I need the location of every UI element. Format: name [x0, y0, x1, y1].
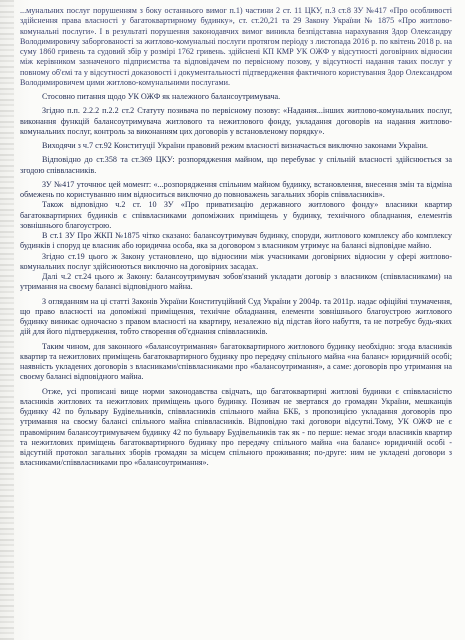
paragraph-7: Також відповідно ч.2 ст. 10 ЗУ «Про приватизацію державного житлового фонду» власники квартир багатоквартирних будинків є співвласниками допоміжних приміщень у будинку, технічного обладнання, елементів зовнішнього благоустрою. — [20, 200, 452, 230]
paragraph-9: Згідно ст.19 цього ж Закону установлено, що відносини між учасниками договірних відносин у сфері житлово-комунальних послуг здійснюються виключно на договірних засадах. — [20, 251, 452, 271]
paragraph-8: В ст.1 ЗУ Про ЖКП №1875 чітко сказано: балансоутримувач будинку, споруди, житлового комплексу або комплексу будинків і споруд це власник або юридична особа, яка за договором з власником утримує на балансі відповідне майно. — [20, 231, 452, 251]
paragraph-3: Згідно п.п. 2.2.2 п.2.2 ст.2 Статуту позивача по первісному позову: «Надання...інших житлово-комунальних послуг, виконання функцій балансоутримувача житлового та нежитлового фонду, укладання договорів на надання житлово-комунальних послуг, контроль за виконанням цих договорів у встановленому порядку». — [20, 106, 452, 136]
paragraph-1: ...мунальних послуг порушенням з боку останнього вимог п.1) частини 2 ст. 11 ЦКУ, п.3 ст.8 ЗУ №417 «Про особливості здійснення права власності у багатоквартирному будинку», ст. ст.20,21 та 29 Закону України № 1875 «Про житлово-комунальні послуги». І в результаті порушення законодавчих вимог виникла безпідставна нарахування Здор Олександру Володимировичу заборгованості за житлово-комунальні послуги протягом періоду з листопада 2016 р. по квітень 2018 р. на суму 1860 гривень та судовий збір у розмірі 1762 гривень. здійснені КП КМР УК ОЖФ у відсутності договірних відносин між керівником зазначеного підприємства та відповідачем по первісному позову, у відсутності надання таких послуг у повному об'ємі та у відсутності доказовості і документальності підтвердження фактичного користування Здор Олександром Володимировичем цими житлово-комунальними послугами. — [20, 6, 452, 87]
paragraph-11: З огляданням на ці статті Законів України Конституційний Суд України у 2004р. та 2011р. надає офіційні тлумачення, що право власності на допоміжні приміщення, технічне обладнання, елементи зовнішнього благоустрою житлового будинку виникає одночасно з правом власності на квартиру, незалежно від підстав його набуття, та не потребує будь-яких дій для його підтвердження, тобто створення об'єднання співвласників. — [20, 296, 452, 337]
paragraph-10: Далі ч.2 ст.24 цього ж Закону: балансоутримувач зобов'язаний укладати договір з власником (співвласниками) на утримання на своєму балансі відповідного майна. — [20, 272, 452, 292]
paragraph-13: Отже, усі прописані вище норми законодавства свідчать, що багатоквартирні житлові будинки є співвласністю власників житлових та нежитлових приміщень цього будинку. Позивач не звертався до громадян України, мешканців будинку 42 по бульвару Будівельників, співвласників спільного майна БКБ, з пропозицією укладання договорів про утримання на своєму балансі спільного майна співвласників. Відповідно такі договори відсутні.Тому, УК ОЖФ не є правомірним балансоутримувачем будинку 42 по бульвару Будівельників так як - по перше: немає згоди власників квартир та нежитлових приміщень багатоквартирного будинку про передачу спільного майна «на баланс» юридичній особі - відсутній протокол загальних зборів громадян за місцем спільного проживання; по-друге: ним не укладені договори з власниками/співвласниками про «балансоутримання». — [20, 386, 452, 468]
paragraph-6: ЗУ №417 уточнює цей момент: «...розпорядження спільним майном будинку, встановлення, внесення змін та відміна обмежень по користуванню ним відноситься виключно до повноважень загальних зборів співвласників». — [20, 179, 452, 199]
paragraph-2: Стосовно питання щодо УК ОЖФ як належного балансоутримувача. — [42, 92, 281, 101]
paragraph-4: Виходячи з ч.7 ст.92 Конституції України правовий режим власності визначається виключно законами України. — [42, 141, 428, 150]
document-body — [20, 6, 452, 469]
paragraph-12: Таким чином, для законного «балансоутримання» багатоквартирного житлового будинку необхідно: згода власників квартир та нежитлових приміщень багатоквартирного будинку про передачу спільного майна «на баланс» юридичній особі; наявність укладених договорів з власниками/співвласниками про «балансоутримання», а саме: договорів про утримання на своєму балансі відповідного майна. — [20, 341, 452, 382]
paragraph-5: Відповідно до ст.358 та ст.369 ЦКУ: розпорядження майном, що перебуває у спільній власності здійснюється за згодою співвласників. — [20, 155, 452, 175]
scan-edge-shadow — [0, 0, 14, 640]
